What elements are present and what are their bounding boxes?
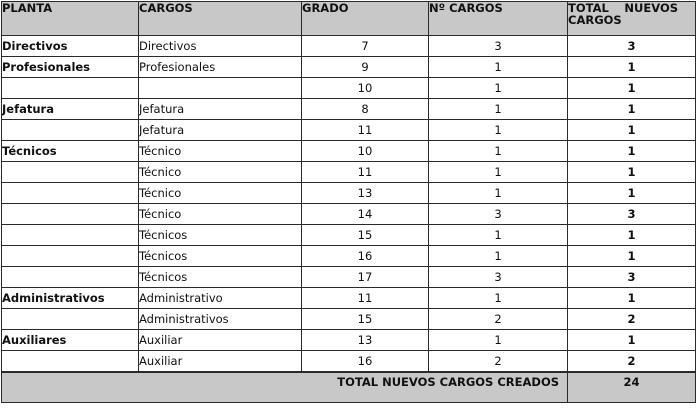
- cell-grado: 8: [302, 99, 429, 120]
- cell-total-nuevos-cargos: 1: [568, 78, 696, 99]
- cell-cargo: Administrativo: [139, 288, 302, 309]
- table-row: [2, 99, 696, 120]
- cell-planta: Directivos: [2, 36, 139, 57]
- cell-grado: 14: [302, 204, 429, 225]
- cell-total-nuevos-cargos: 1: [568, 99, 696, 120]
- cell-grado: 13: [302, 330, 429, 351]
- cell-num-cargos: 1: [429, 288, 568, 309]
- cell-cargo: Técnico: [139, 162, 302, 183]
- table-row: [2, 57, 696, 78]
- cell-grado: 11: [302, 120, 429, 141]
- cell-grado: 15: [302, 309, 429, 330]
- cell-grado: 11: [302, 288, 429, 309]
- cell-num-cargos: 1: [429, 225, 568, 246]
- cell-planta: Técnicos: [2, 141, 139, 162]
- header-planta: PLANTA: [2, 2, 139, 36]
- cell-grado: 11: [302, 162, 429, 183]
- cell-num-cargos: 1: [429, 330, 568, 351]
- table-row: [2, 351, 696, 373]
- header-cargos: CARGOS: [139, 2, 302, 36]
- cell-cargo: Auxiliar: [139, 351, 302, 373]
- footer-total-label: TOTAL NUEVOS CARGOS CREADOS: [2, 372, 568, 403]
- cell-planta: [2, 351, 139, 373]
- cell-num-cargos: 2: [429, 309, 568, 330]
- table-body: [2, 36, 696, 373]
- cell-planta: [2, 246, 139, 267]
- cell-cargo: Directivos: [139, 36, 302, 57]
- cell-planta: Administrativos: [2, 288, 139, 309]
- cell-total-nuevos-cargos: 3: [568, 204, 696, 225]
- cell-total-nuevos-cargos: 2: [568, 351, 696, 373]
- table-row: [2, 120, 696, 141]
- cell-total-nuevos-cargos: 1: [568, 288, 696, 309]
- cell-cargo: Administrativos: [139, 309, 302, 330]
- cell-cargo: Técnicos: [139, 246, 302, 267]
- cell-cargo: [139, 78, 302, 99]
- cell-grado: 13: [302, 183, 429, 204]
- cell-grado: 7: [302, 36, 429, 57]
- cell-num-cargos: 1: [429, 99, 568, 120]
- cell-num-cargos: 1: [429, 183, 568, 204]
- cell-planta: Profesionales: [2, 57, 139, 78]
- cell-num-cargos: 2: [429, 351, 568, 373]
- table-row: [2, 267, 696, 288]
- cell-total-nuevos-cargos: 3: [568, 36, 696, 57]
- cell-grado: 10: [302, 78, 429, 99]
- staff-positions-table: [1, 1, 696, 403]
- cell-total-nuevos-cargos: 1: [568, 246, 696, 267]
- cell-total-nuevos-cargos: 1: [568, 120, 696, 141]
- cell-num-cargos: 1: [429, 246, 568, 267]
- cell-planta: [2, 120, 139, 141]
- cell-planta: Jefatura: [2, 99, 139, 120]
- cell-num-cargos: 1: [429, 78, 568, 99]
- cell-grado: 17: [302, 267, 429, 288]
- cell-total-nuevos-cargos: 1: [568, 57, 696, 78]
- table-row: [2, 309, 696, 330]
- cell-planta: [2, 309, 139, 330]
- cell-num-cargos: 1: [429, 57, 568, 78]
- cell-total-nuevos-cargos: 1: [568, 162, 696, 183]
- table-row: [2, 78, 696, 99]
- header-total-word-2: NUEVOS: [624, 1, 678, 15]
- cell-planta: [2, 183, 139, 204]
- cell-planta: [2, 225, 139, 246]
- cell-total-nuevos-cargos: 1: [568, 225, 696, 246]
- cell-num-cargos: 1: [429, 120, 568, 141]
- cell-cargo: Auxiliar: [139, 330, 302, 351]
- cell-planta: [2, 162, 139, 183]
- cell-cargo: Técnico: [139, 141, 302, 162]
- cell-cargo: Técnicos: [139, 225, 302, 246]
- cell-planta: [2, 267, 139, 288]
- header-num-cargos: Nº CARGOS: [429, 2, 568, 36]
- cell-total-nuevos-cargos: 1: [568, 183, 696, 204]
- header-total-word-1: TOTAL: [568, 1, 609, 15]
- table-row: [2, 36, 696, 57]
- cell-grado: 16: [302, 351, 429, 373]
- cell-num-cargos: 3: [429, 36, 568, 57]
- cell-num-cargos: 1: [429, 162, 568, 183]
- table-row: [2, 204, 696, 225]
- cell-total-nuevos-cargos: 1: [568, 141, 696, 162]
- cell-grado: 15: [302, 225, 429, 246]
- cell-cargo: Profesionales: [139, 57, 302, 78]
- footer-total-value: 24: [568, 372, 696, 403]
- cell-cargo: Técnico: [139, 204, 302, 225]
- header-total-word-3: CARGOS: [568, 13, 622, 27]
- header-grado: GRADO: [302, 2, 429, 36]
- table-row: [2, 330, 696, 351]
- cell-cargo: Técnico: [139, 183, 302, 204]
- cell-total-nuevos-cargos: 3: [568, 267, 696, 288]
- cell-grado: 10: [302, 141, 429, 162]
- table-row: [2, 246, 696, 267]
- table-row: [2, 183, 696, 204]
- cell-planta: [2, 204, 139, 225]
- table-row: [2, 288, 696, 309]
- cell-num-cargos: 1: [429, 141, 568, 162]
- cell-total-nuevos-cargos: 2: [568, 309, 696, 330]
- table-row: [2, 162, 696, 183]
- table-row: [2, 225, 696, 246]
- cell-cargo: Jefatura: [139, 99, 302, 120]
- cell-total-nuevos-cargos: 1: [568, 330, 696, 351]
- cell-planta: [2, 78, 139, 99]
- cell-grado: 9: [302, 57, 429, 78]
- cell-num-cargos: 3: [429, 267, 568, 288]
- cell-num-cargos: 3: [429, 204, 568, 225]
- table-footer-row: [2, 372, 696, 403]
- cell-cargo: Técnicos: [139, 267, 302, 288]
- table-header-row: [2, 2, 696, 36]
- cell-planta: Auxiliares: [2, 330, 139, 351]
- header-total-nuevos-cargos: [568, 2, 696, 36]
- staff-positions-document: [1, 1, 697, 418]
- table-row: [2, 141, 696, 162]
- cell-cargo: Jefatura: [139, 120, 302, 141]
- cell-grado: 16: [302, 246, 429, 267]
